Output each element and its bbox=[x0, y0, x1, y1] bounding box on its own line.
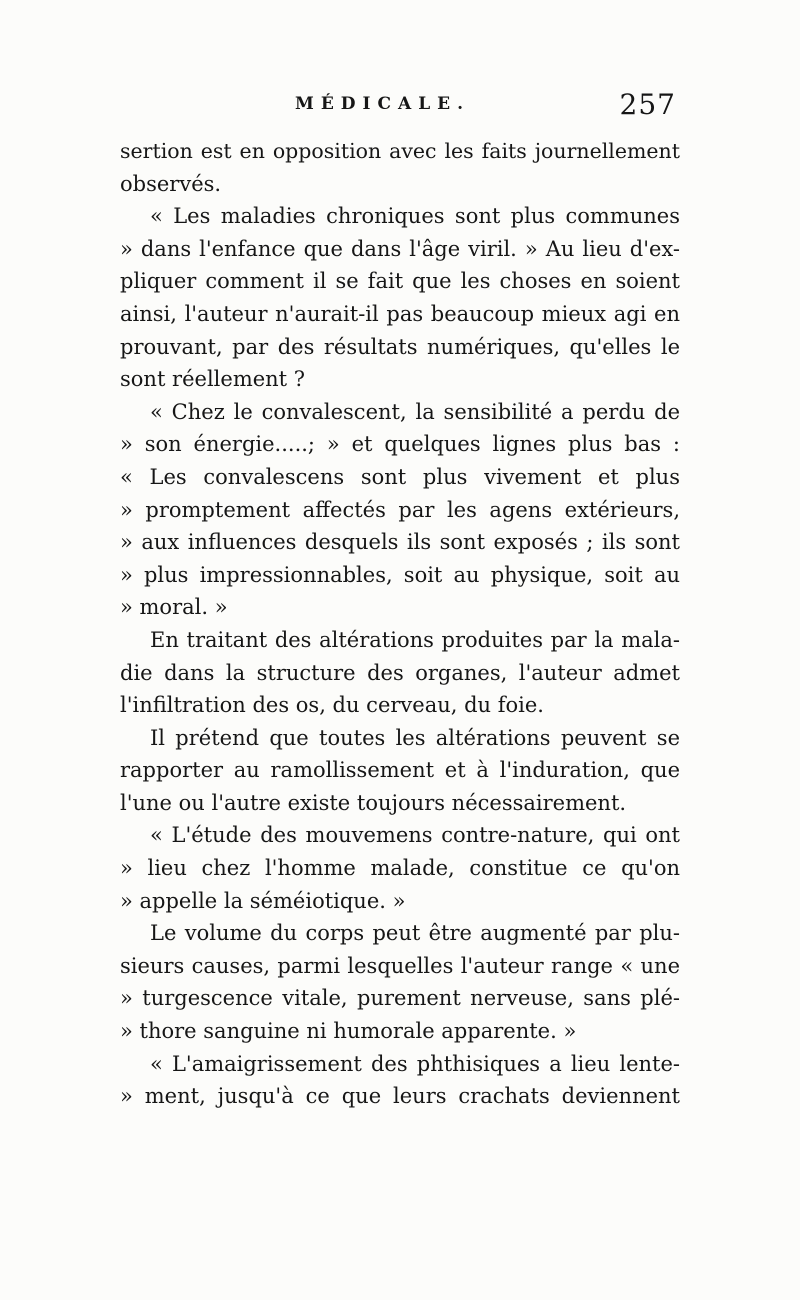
text-line: « Les maladies chroniques sont plus communes bbox=[150, 204, 680, 229]
text-line: sieurs causes, parmi lesquelles l'auteur range « une bbox=[120, 953, 680, 978]
body-text bbox=[120, 135, 680, 1113]
text-line: » lieu chez l'homme malade, constitue ce qu'on bbox=[120, 856, 680, 881]
text-line: » moral. » bbox=[120, 595, 228, 620]
page-number: 257 bbox=[619, 88, 676, 121]
text-line: » turgescence vitale, purement nerveuse, sans plé- bbox=[120, 986, 680, 1011]
text-line: Le volume du corps peut être augmenté par plu- bbox=[150, 921, 680, 946]
text-line: » appelle la séméiotique. » bbox=[120, 888, 406, 913]
text-line: die dans la structure des organes, l'auteur admet bbox=[120, 660, 680, 685]
text-line: » aux influences desquels ils sont exposés ; ils sont bbox=[120, 530, 680, 555]
text-line: En traitant des altérations produites par la mala- bbox=[150, 627, 680, 652]
text-line: « Les convalescens sont plus vivement et plus bbox=[120, 464, 680, 489]
text-line: « Chez le convalescent, la sensibilité a perdu de bbox=[150, 399, 680, 424]
text-line: » ment, jusqu'à ce que leurs crachats deviennent bbox=[120, 1084, 680, 1109]
text-line: prouvant, par des résultats numériques, qu'elles le bbox=[120, 334, 680, 359]
text-line: l'infiltration des os, du cerveau, du foie. bbox=[120, 693, 544, 718]
text-line: ainsi, l'auteur n'aurait-il pas beaucoup mieux agi en bbox=[120, 301, 680, 326]
text-line: rapporter au ramollissement et à l'induration, que bbox=[120, 758, 680, 783]
text-line: observés. bbox=[120, 171, 222, 196]
text-line: » dans l'enfance que dans l'âge viril. » Au lieu d'ex- bbox=[120, 236, 680, 261]
text-line: Il prétend que toutes les altérations peuvent se bbox=[150, 725, 680, 750]
text-line: » thore sanguine ni humorale apparente. » bbox=[120, 1019, 577, 1044]
text-line: sont réellement ? bbox=[120, 367, 306, 392]
running-head bbox=[120, 88, 680, 128]
text-line: » son énergie.....; » et quelques lignes plus bas : bbox=[120, 432, 680, 457]
text-line: » promptement affectés par les agens extérieurs, bbox=[120, 497, 680, 522]
text-line: l'une ou l'autre existe toujours nécessairement. bbox=[120, 790, 627, 815]
text-line: « L'amaigrissement des phthisiques a lieu lente- bbox=[150, 1051, 680, 1076]
text-line: » plus impressionnables, soit au physique, soit au bbox=[120, 562, 680, 587]
running-title: MÉDICALE. bbox=[295, 94, 471, 114]
text-line: « L'étude des mouvemens contre-nature, qui ont bbox=[150, 823, 680, 848]
text-line: pliquer comment il se fait que les choses en soient bbox=[120, 269, 680, 294]
text-line: sertion est en opposition avec les faits journellement bbox=[120, 139, 680, 163]
